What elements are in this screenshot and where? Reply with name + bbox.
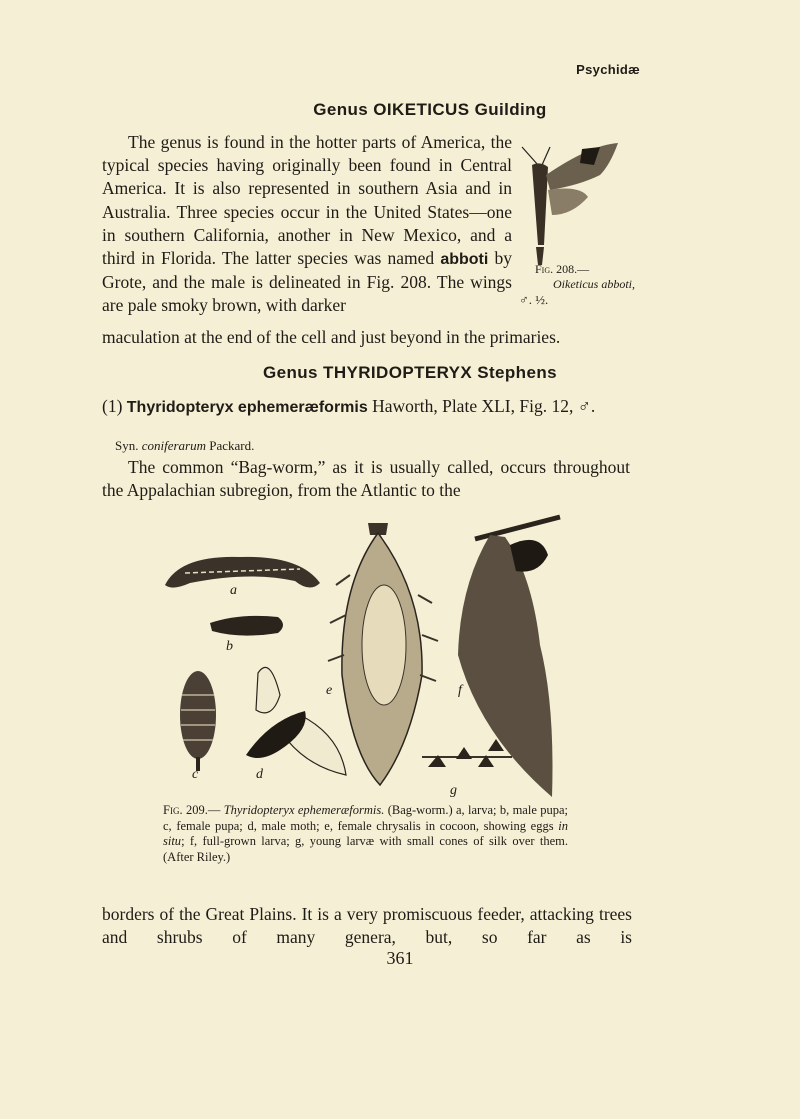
para1-bold-name: abboti: [440, 251, 489, 269]
para1-text: The genus is found in the hotter parts of America, the typical species having originally been found in Central America. It is also represented in southern Asia and in Australia. Three species occur in the United States—one in southern California, another in New Mexico, and a third in Florida. The latter species was named: [102, 132, 512, 269]
larva-a-drawing: [165, 557, 320, 588]
male-pupa-b-drawing: [210, 616, 283, 636]
fig209-caption: [163, 803, 568, 865]
species-name: Thyridopteryx ephemeræformis: [126, 399, 368, 416]
syn-author: Packard.: [209, 438, 255, 453]
young-larvae-g-drawing: [422, 739, 512, 767]
fig208-caption: [515, 262, 635, 307]
fig209-drawing: [160, 505, 580, 810]
fig208-name: Oiketicus abboti,: [553, 277, 635, 291]
fig209-caption-text: (Bag-worm.) a, larva; b, male pupa; c, female pupa; d, male moth; e, female chrysalis in cocoon, showing eggs: [163, 803, 569, 833]
syn-name: coniferarum: [141, 438, 207, 453]
label-b: b: [226, 639, 233, 654]
label-f: f: [458, 683, 462, 698]
fig209-caption-end: ; f, full-grown larva; g, young larvæ with small cones of silk over them. (After Riley.): [163, 834, 568, 864]
fig209-in-situ: in situ: [163, 818, 568, 848]
para2-text: The common “Bag-worm,” as it is usually called, occurs throughout the Appalachian subregion, from the Atlantic to the: [102, 457, 630, 500]
label-g: g: [450, 783, 457, 798]
female-pupa-c-drawing: [180, 671, 216, 771]
oiketicus-paragraph-last-line: maculation at the end of the cell and just beyond in the primaries.: [102, 327, 561, 347]
genus-thyridopteryx-heading: Genus THYRIDOPTERYX Stephens: [263, 363, 557, 382]
genus-oiketicus-heading: Genus OIKETICUS Guilding: [313, 100, 547, 119]
label-e: e: [326, 683, 333, 698]
page-number: 361: [386, 948, 414, 968]
continuation-paragraph: borders of the Great Plains. It is a very promiscuous feeder, attacking trees and shrubs of many genera, but, so far as is: [102, 904, 632, 947]
synonym-line: [115, 438, 254, 454]
oiketicus-paragraph: [102, 131, 512, 318]
fig208-sex: ♂. ½.: [519, 292, 549, 307]
fig208-number: Fig. 208.—: [535, 262, 590, 276]
running-head: Psychidæ: [576, 62, 640, 77]
species-number: (1): [102, 396, 123, 416]
label-c: c: [192, 767, 199, 782]
syn-prefix: Syn.: [115, 438, 139, 453]
label-d: d: [256, 767, 263, 782]
species-heading: [102, 395, 637, 419]
species-rest: Haworth, Plate XLI, Fig. 12, ♂.: [367, 396, 596, 416]
full-grown-larva-f-drawing: [458, 517, 560, 797]
bagworm-paragraph: [102, 456, 630, 502]
fig209-number: Fig. 209.—: [163, 803, 221, 817]
para1-rest: by Grote, and the male is delineated in Fig. 208. The wings are pale smoky brown, with darker: [102, 248, 513, 316]
label-a: a: [230, 583, 237, 598]
fig209-species: Thyridopteryx ephemeræformis.: [223, 803, 385, 817]
cocoon-e-drawing: [328, 523, 438, 785]
fig209-illustration: [160, 505, 580, 810]
